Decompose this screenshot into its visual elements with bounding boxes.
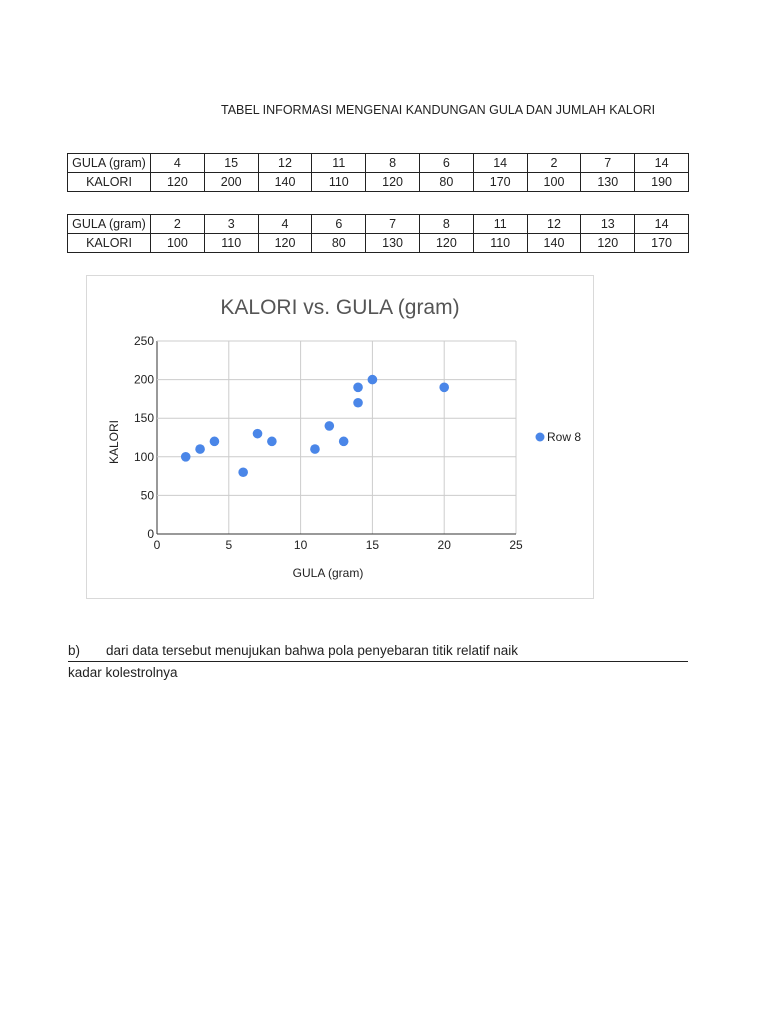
x-tick-label: 20 (437, 538, 451, 552)
data-point (210, 437, 220, 447)
table-cell: 170 (635, 234, 689, 253)
table-cell: 170 (473, 173, 527, 192)
table-cell: 130 (366, 234, 420, 253)
answer-label: b) (68, 643, 81, 658)
y-tick-label: 200 (133, 372, 154, 387)
table-cell: 6 (419, 154, 473, 173)
x-tick-label: 15 (365, 538, 380, 552)
table-cell: 110 (204, 234, 258, 253)
answer-text: dari data tersebut menujukan bahwa pola penyebaran titik relatif naik (106, 643, 519, 658)
answer-line-1 (68, 643, 688, 662)
table-cell: 80 (312, 234, 366, 253)
row-label-kalori: KALORI (68, 234, 151, 253)
table-cell: 100 (151, 234, 205, 253)
table-cell: 11 (473, 215, 527, 234)
table-cell: 140 (527, 234, 581, 253)
table-cell: 12 (527, 215, 581, 234)
table-cell: 13 (581, 215, 635, 234)
data-point (267, 437, 277, 447)
table-cell: 80 (419, 173, 473, 192)
data-table-2 (67, 214, 689, 253)
table-cell: 110 (473, 234, 527, 253)
data-point (195, 444, 205, 454)
data-point (238, 467, 248, 477)
table-cell: 190 (635, 173, 689, 192)
data-point (310, 444, 320, 454)
data-table-1 (67, 153, 689, 192)
y-tick-label: 50 (140, 488, 154, 503)
data-point (253, 429, 263, 439)
row-label-gula: GULA (gram) (68, 154, 151, 173)
table-cell: 4 (151, 154, 205, 173)
x-tick-label: 10 (293, 538, 308, 552)
data-point (181, 452, 191, 462)
table-cell: 130 (581, 173, 635, 192)
x-tick-label: 25 (509, 538, 523, 552)
table-cell: 120 (419, 234, 473, 253)
table-cell: 14 (635, 215, 689, 234)
legend-label: Row 8 (547, 430, 582, 444)
answer-line-2: kadar kolestrolnya (68, 665, 178, 680)
table-cell: 120 (151, 173, 205, 192)
chart-title: KALORI vs. GULA (gram) (220, 296, 460, 319)
data-point (325, 421, 335, 431)
table-cell: 7 (581, 154, 635, 173)
table-cell: 120 (258, 234, 312, 253)
table-cell: 4 (258, 215, 312, 234)
data-point (339, 437, 349, 447)
table-cell: 7 (366, 215, 420, 234)
x-axis-label: GULA (gram) (292, 566, 364, 580)
table-cell: 100 (527, 173, 581, 192)
table-cell: 15 (204, 154, 258, 173)
y-axis-label: KALORI (107, 419, 121, 465)
row-label-kalori: KALORI (68, 173, 151, 192)
table-cell: 120 (366, 173, 420, 192)
table-row (68, 215, 689, 234)
y-tick-label: 100 (133, 449, 154, 464)
table-row (68, 154, 689, 173)
x-tick-label: 0 (153, 538, 161, 552)
table-cell: 12 (258, 154, 312, 173)
table-cell: 2 (151, 215, 205, 234)
table-cell: 14 (635, 154, 689, 173)
table-cell: 200 (204, 173, 258, 192)
data-point (353, 398, 363, 408)
table-cell: 140 (258, 173, 312, 192)
table-cell: 120 (581, 234, 635, 253)
table-cell: 8 (419, 215, 473, 234)
row-label-gula: GULA (gram) (68, 215, 151, 234)
y-tick-label: 0 (147, 527, 154, 541)
y-tick-label: 250 (133, 334, 154, 348)
table-row (68, 173, 689, 192)
table-cell: 14 (473, 154, 527, 173)
data-point (368, 375, 378, 385)
table-cell: 2 (527, 154, 581, 173)
table-cell: 6 (312, 215, 366, 234)
y-tick-label: 150 (133, 411, 154, 426)
table-cell: 11 (312, 154, 366, 173)
table-row (68, 234, 689, 253)
table-cell: 8 (366, 154, 420, 173)
table-cell: 110 (312, 173, 366, 192)
document-title: TABEL INFORMASI MENGENAI KANDUNGAN GULA DAN JUMLAH KALORI (221, 103, 656, 117)
x-tick-label: 5 (225, 538, 233, 552)
table-cell: 3 (204, 215, 258, 234)
chart-svg (87, 276, 593, 598)
legend-marker (536, 433, 545, 442)
data-point (353, 383, 363, 393)
scatter-chart (86, 275, 594, 599)
data-point (439, 383, 449, 393)
